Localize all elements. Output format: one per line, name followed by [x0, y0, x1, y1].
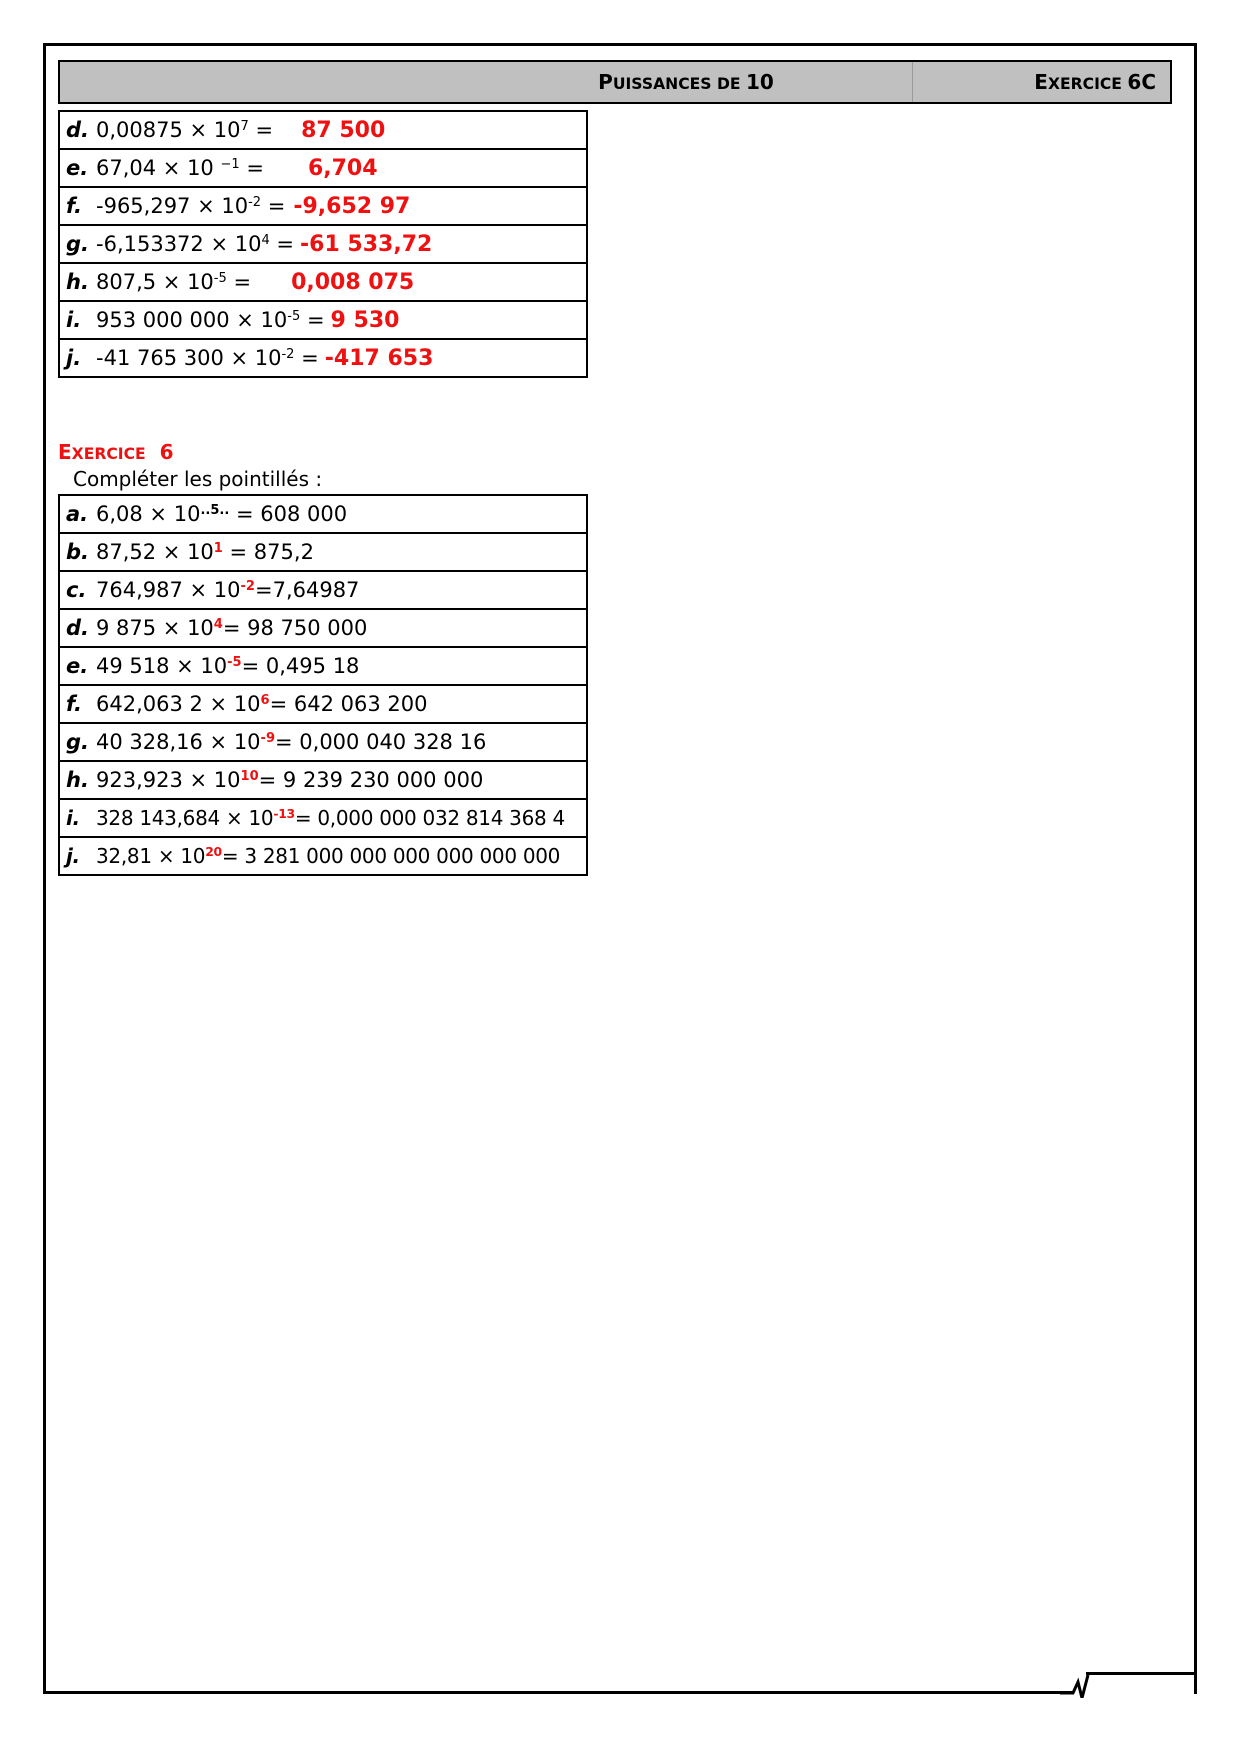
row-label: g. — [66, 730, 90, 754]
row-label: h. — [66, 269, 89, 294]
answer: -9,652 97 — [293, 193, 411, 219]
table-row: c. $764,987 \times 10^{-2}=7,64987$ — [59, 571, 587, 609]
row-label: e. — [66, 155, 89, 180]
answer: 87 500 — [301, 117, 386, 143]
exercise6-table — [58, 494, 588, 876]
row-label: d. — [66, 117, 90, 142]
answer: 0,008 075 — [291, 269, 415, 295]
exercise5-table — [58, 110, 588, 378]
table-row: b. $87,52 \times 10^1 = 875,2$ — [59, 533, 587, 571]
row-label: j. — [66, 345, 82, 370]
row-label: g. — [66, 231, 90, 256]
table-row: i. 953 000 $000 \times 10^{-5} = 9$ 530 — [59, 301, 587, 339]
table-row: g. 40 $328,16 \times 10^{-9}= 0,000$ 040 328 16 — [59, 723, 587, 761]
row-label: e. — [66, 654, 89, 678]
table-row: e. 67,04 × 10 $^{-1}$ = 6,704 — [59, 149, 587, 187]
row-label: h. — [66, 768, 89, 792]
answer: 9 530 — [330, 307, 400, 333]
table-row: i. 328 $143,684 \times 10^{-13}= 0,000$ 000 032 814 368 4 — [59, 799, 587, 837]
frame-bottom-line-right — [1086, 1672, 1194, 1675]
answer: -417 653 — [324, 345, 434, 371]
table-row: j. $32,81 \times 10^{20}= 3$ 281 000 000 000 000 000 000 — [59, 837, 587, 875]
answer: -61 533,72 — [300, 231, 433, 257]
header-exercise: EXERCICE 6C — [1034, 70, 1156, 94]
exercise6-title: EXERCICE 6 — [58, 440, 174, 464]
row-label: d. — [66, 616, 90, 640]
frame-notch-icon — [1060, 1668, 1100, 1698]
header-title: PUISSANCES DE 10 — [598, 70, 774, 94]
row-label: j. — [66, 844, 80, 868]
row-label: f. — [66, 193, 82, 218]
table-row: a. $6,08 \times 10^{..5..} = 608$ 000 — [59, 495, 587, 533]
table-row: j. -41 765 $300 \times 10^{-2} = -417$ 653 — [59, 339, 587, 377]
row-label: c. — [66, 578, 87, 602]
row-label: a. — [66, 502, 89, 526]
table-row: g. $-6,153372 \times 10^4 = -61$ 533,72 — [59, 225, 587, 263]
table-row: h. $807,5 \times 10^{-5} = 0,008$ 075 — [59, 263, 587, 301]
page-header — [58, 60, 1172, 104]
table-row: f. 642,063 $2 \times 10^6= 642$ 063 200 — [59, 685, 587, 723]
exercise6-instruction: Compléter les pointillés : — [73, 467, 323, 491]
table-row: d. $0,00875 \times 10^7 = 87$ 500 — [59, 111, 587, 149]
row-label: f. — [66, 692, 82, 716]
row-label: i. — [66, 806, 80, 830]
row-label: b. — [66, 540, 90, 564]
answer: 6,704 — [307, 155, 378, 181]
table-row: h. $923,923 \times 10^{10}= 9$ 239 230 000 000 — [59, 761, 587, 799]
header-separator — [912, 62, 913, 102]
frame-bottom-line — [43, 1691, 1073, 1694]
table-row: d. 9 $875 \times 10^4= 98$ 750 000 — [59, 609, 587, 647]
row-label: i. — [66, 307, 82, 332]
table-row: e. 49 $518 \times 10^{-5}= 0,495$ 18 — [59, 647, 587, 685]
table-row: f. $-965,297 \times 10^{-2} = -9,652$ 97 — [59, 187, 587, 225]
